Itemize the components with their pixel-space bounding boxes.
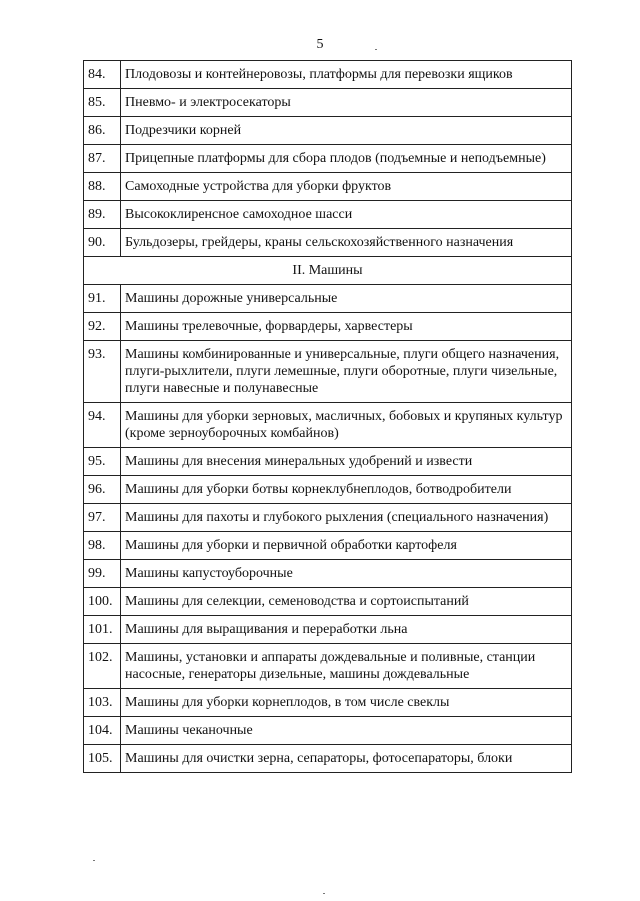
table-row xyxy=(84,560,572,588)
item-text: Машины капустоуборочные xyxy=(121,560,572,588)
scan-speck xyxy=(93,860,95,861)
table-row xyxy=(84,285,572,313)
table-row xyxy=(84,616,572,644)
table-row xyxy=(84,201,572,229)
item-number: 87. xyxy=(84,145,121,173)
item-text: Самоходные устройства для уборки фруктов xyxy=(121,173,572,201)
table-row xyxy=(84,89,572,117)
item-number: 85. xyxy=(84,89,121,117)
item-text: Машины для очистки зерна, сепараторы, фотосепараторы, блоки xyxy=(121,745,572,773)
table-row xyxy=(84,61,572,89)
item-text: Высококлиренсное самоходное шасси xyxy=(121,201,572,229)
item-number: 92. xyxy=(84,313,121,341)
table-row xyxy=(84,229,572,257)
item-text: Машины, установки и аппараты дождевальные и поливные, станции насосные, генераторы дизельные, машины дождевальные xyxy=(121,644,572,689)
item-text: Бульдозеры, грейдеры, краны сельскохозяйственного назначения xyxy=(121,229,572,257)
item-number: 99. xyxy=(84,560,121,588)
table-row xyxy=(84,689,572,717)
item-text: Машины трелевочные, форвардеры, харвестеры xyxy=(121,313,572,341)
item-text: Плодовозы и контейнеровозы, платформы для перевозки ящиков xyxy=(121,61,572,89)
item-number: 88. xyxy=(84,173,121,201)
section-title: II. Машины xyxy=(84,257,572,285)
item-number: 86. xyxy=(84,117,121,145)
scan-speck xyxy=(323,893,325,894)
item-text: Машины для уборки корнеплодов, в том числе свеклы xyxy=(121,689,572,717)
table-row xyxy=(84,173,572,201)
equipment-list-body xyxy=(84,61,572,773)
item-text: Машины для внесения минеральных удобрений и извести xyxy=(121,448,572,476)
item-number: 101. xyxy=(84,616,121,644)
table-row xyxy=(84,644,572,689)
item-text: Машины для пахоты и глубокого рыхления (специального назначения) xyxy=(121,504,572,532)
item-text: Подрезчики корней xyxy=(121,117,572,145)
table-row xyxy=(84,145,572,173)
page-number: 5 xyxy=(316,37,324,52)
table-row xyxy=(84,532,572,560)
item-number: 90. xyxy=(84,229,121,257)
item-text: Машины для уборки зерновых, масличных, бобовых и крупяных культур (кроме зерноуборочных комбайнов) xyxy=(121,403,572,448)
item-text: Машины комбинированные и универсальные, плуги общего назначения, плуги-рыхлители, плуги лемешные, плуги оборотные, плуги чизельные, плуги навесные и полунавесные xyxy=(121,341,572,403)
item-number: 105. xyxy=(84,745,121,773)
item-number: 98. xyxy=(84,532,121,560)
item-text: Машины для уборки и первичной обработки картофеля xyxy=(121,532,572,560)
item-text: Машины дорожные универсальные xyxy=(121,285,572,313)
item-text: Машины для селекции, семеноводства и сортоиспытаний xyxy=(121,588,572,616)
table-row xyxy=(84,588,572,616)
table-row xyxy=(84,341,572,403)
scan-speck xyxy=(375,49,377,50)
item-number: 100. xyxy=(84,588,121,616)
item-number: 103. xyxy=(84,689,121,717)
item-text: Машины чеканочные xyxy=(121,717,572,745)
table-row xyxy=(84,313,572,341)
table-row xyxy=(84,403,572,448)
item-number: 104. xyxy=(84,717,121,745)
table-row xyxy=(84,476,572,504)
table-row xyxy=(84,717,572,745)
table-row xyxy=(84,117,572,145)
table-row xyxy=(84,448,572,476)
item-number: 96. xyxy=(84,476,121,504)
section-row xyxy=(84,257,572,285)
item-number: 89. xyxy=(84,201,121,229)
item-text: Прицепные платформы для сбора плодов (подъемные и неподъемные) xyxy=(121,145,572,173)
item-number: 95. xyxy=(84,448,121,476)
table-row xyxy=(84,745,572,773)
item-number: 102. xyxy=(84,644,121,689)
table-row xyxy=(84,504,572,532)
item-text: Машины для уборки ботвы корнеклубнеплодов, ботводробители xyxy=(121,476,572,504)
equipment-list-table xyxy=(83,60,572,773)
item-text: Машины для выращивания и переработки льна xyxy=(121,616,572,644)
item-number: 97. xyxy=(84,504,121,532)
item-text: Пневмо- и электросекаторы xyxy=(121,89,572,117)
item-number: 94. xyxy=(84,403,121,448)
item-number: 91. xyxy=(84,285,121,313)
item-number: 93. xyxy=(84,341,121,403)
item-number: 84. xyxy=(84,61,121,89)
